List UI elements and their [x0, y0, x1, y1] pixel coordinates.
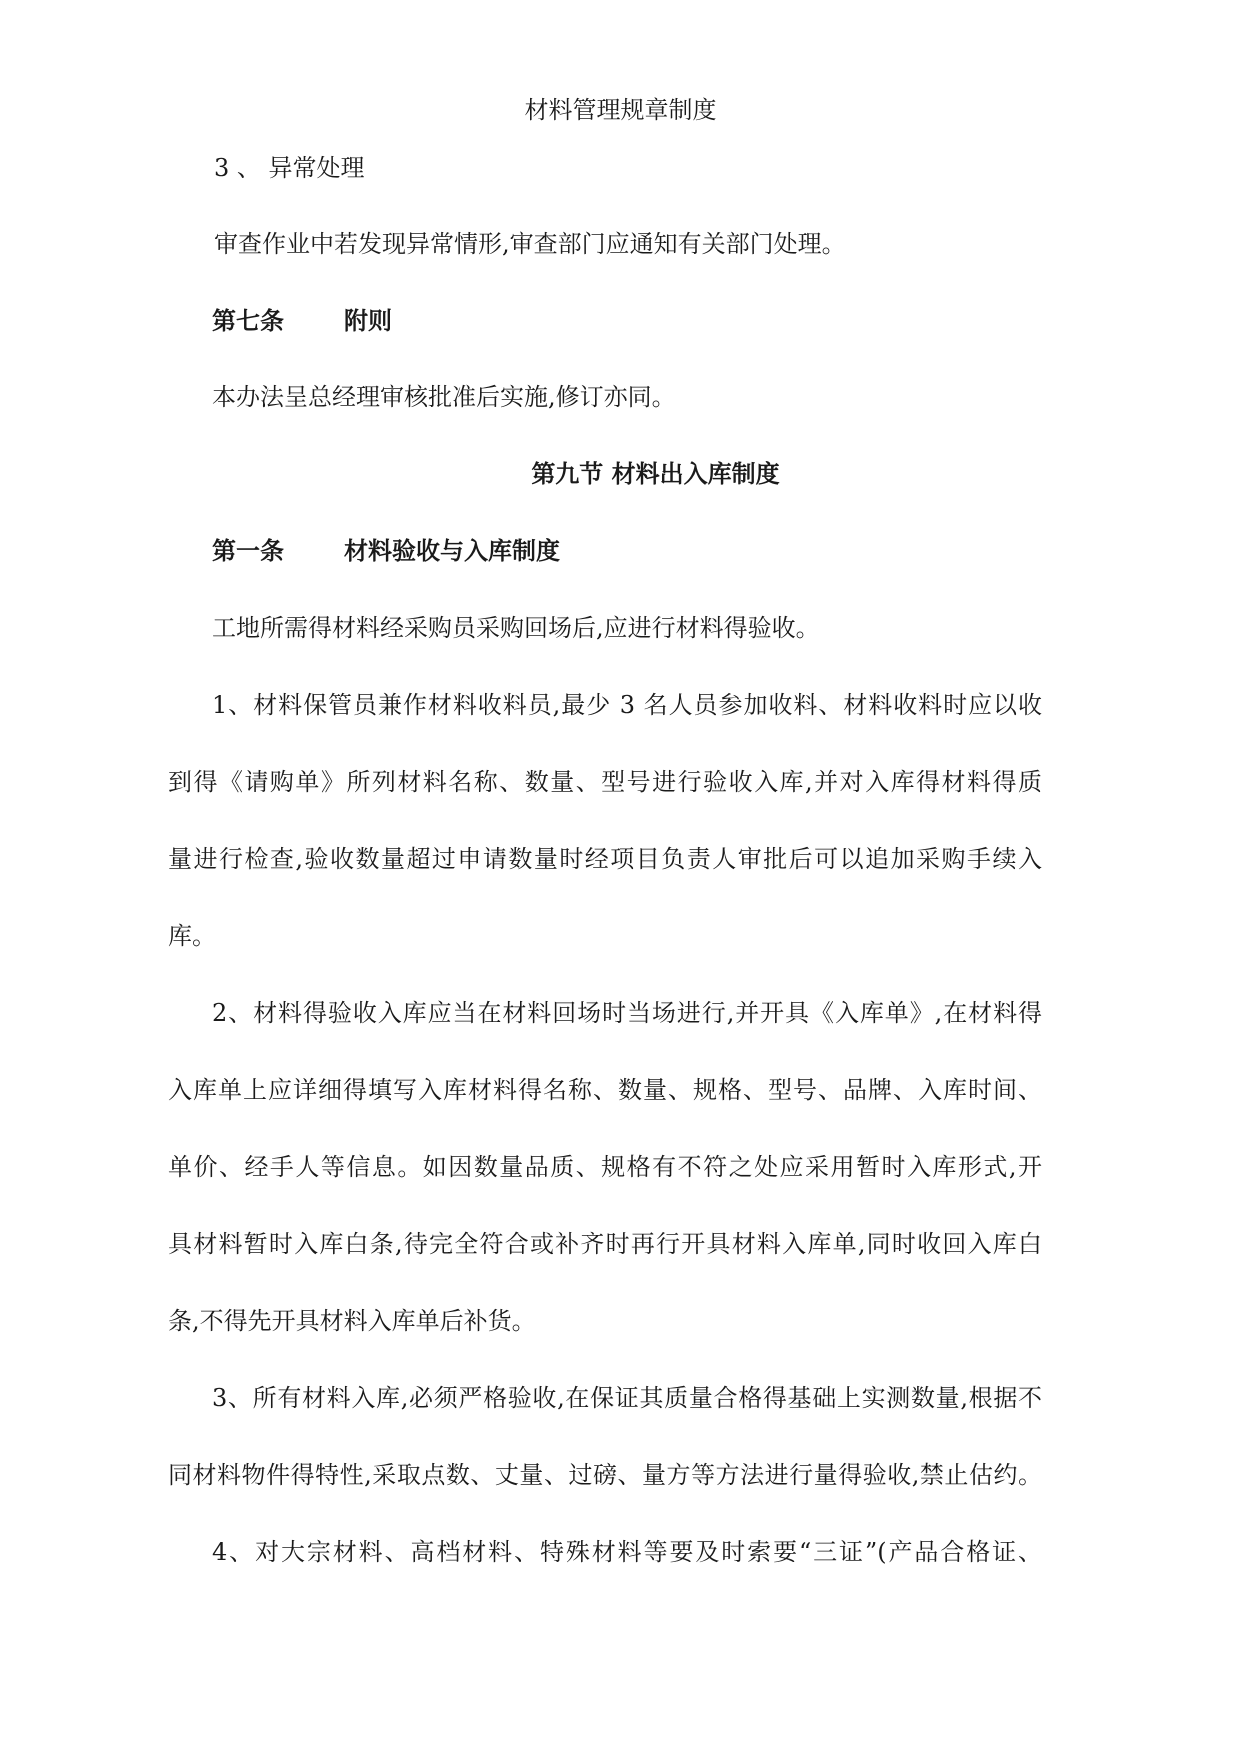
article-title: 附则 — [344, 306, 392, 335]
item1-line3: 量进行检查,验收数量超过申请数量时经项目负责人审批后可以追加采购手续入 — [168, 845, 1042, 873]
item1-line1: 1、材料保管员兼作材料收料员,最少 3 名人员参加收料、材料收料时应以收 — [212, 691, 1042, 719]
subsection-heading-exception: 3 、 异常处理 — [214, 154, 365, 182]
item4-line1: 4、对大宗材料、高档材料、特殊材料等要及时索要“三证”(产品合格证、 — [212, 1538, 1042, 1566]
article-heading-appendix — [212, 306, 1072, 336]
article-title: 材料验收与入库制度 — [344, 536, 560, 565]
item2-line1: 2、材料得验收入库应当在材料回场时当场进行,并开具《入库单》,在材料得 — [212, 999, 1042, 1027]
item2-line2: 入库单上应详细得填写入库材料得名称、数量、规格、型号、品牌、入库时间、 — [168, 1076, 1042, 1104]
paragraph-exception-handling: 审查作业中若发现异常情形,审查部门应通知有关部门处理。 — [214, 230, 846, 258]
item2-line3: 单价、经手人等信息。如因数量品质、规格有不符之处应采用暂时入库形式,开 — [168, 1153, 1042, 1181]
paragraph-approval: 本办法呈总经理审核批准后实施,修订亦同。 — [212, 383, 676, 411]
item3-line2: 同材料物件得特性,采取点数、丈量、过磅、量方等方法进行量得验收,禁止估约。 — [168, 1461, 1042, 1489]
article-number: 第七条 — [212, 306, 284, 335]
article-heading-acceptance — [212, 536, 1072, 566]
item2-line4: 具材料暂时入库白条,待完全符合或补齐时再行开具材料入库单,同时收回入库白 — [168, 1230, 1042, 1258]
item3-line1: 3、所有材料入库,必须严格验收,在保证其质量合格得基础上实测数量,根据不 — [212, 1384, 1042, 1412]
section-heading: 第九节 材料出入库制度 — [531, 459, 780, 488]
item2-line5: 条,不得先开具材料入库单后补货。 — [168, 1307, 536, 1335]
page-header-title: 材料管理规章制度 — [524, 96, 717, 124]
paragraph-intro: 工地所需得材料经采购员采购回场后,应进行材料得验收。 — [212, 614, 820, 642]
item1-line4: 库。 — [168, 922, 216, 950]
article-number: 第一条 — [212, 536, 284, 565]
item1-line2: 到得《请购单》所列材料名称、数量、型号进行验收入库,并对入库得材料得质 — [168, 768, 1042, 796]
